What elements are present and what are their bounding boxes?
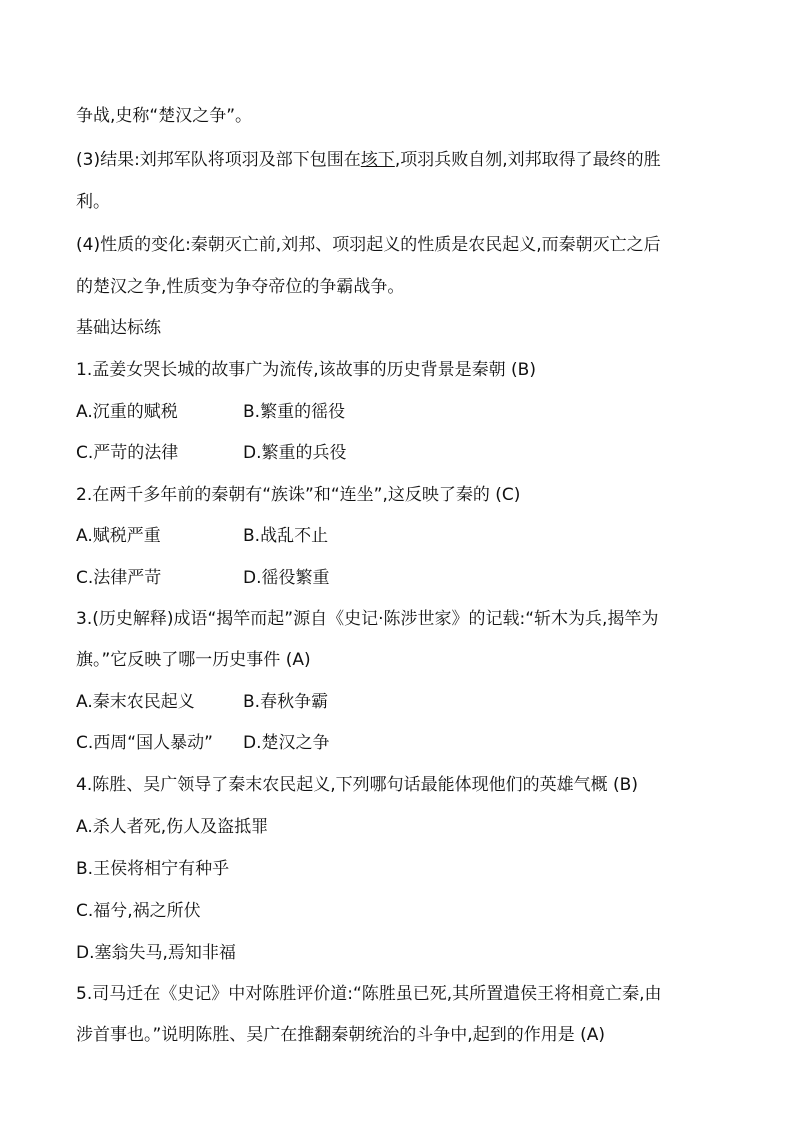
result-place-underlined: 垓下 xyxy=(360,150,395,170)
summary-line-1: 争战,史称“楚汉之争”。 xyxy=(76,106,253,126)
question-2-stem: 2.在两千多年前的秦朝有“族诛”和“连坐”,这反映了秦的 (C) xyxy=(76,485,521,505)
section-title: 基础达标练 xyxy=(76,318,161,338)
nature-line-1: (4)性质的变化:秦朝灭亡前,刘邦、项羽起义的性质是农民起义,而秦朝灭亡之后 xyxy=(76,235,661,255)
question-1-option-b: B.繁重的徭役 xyxy=(243,402,346,422)
question-4-option-a: A.杀人者死,伤人及盗抵罪 xyxy=(76,817,269,837)
result-line-1 xyxy=(76,148,661,172)
question-3-option-a: A.秦末农民起义 xyxy=(76,692,195,712)
question-2-option-b: B.战乱不止 xyxy=(243,526,329,546)
question-2-option-c: C.法律严苛 xyxy=(76,568,162,588)
question-2-option-a: A.赋税严重 xyxy=(76,526,161,546)
result-suffix: ,项羽兵败自刎,刘邦取得了最终的胜 xyxy=(394,150,661,170)
result-prefix: (3)结果:刘邦军队将项羽及部下包围在 xyxy=(76,150,361,170)
question-2-option-d: D.徭役繁重 xyxy=(243,568,330,588)
question-4-option-c: C.福兮,祸之所伏 xyxy=(76,901,201,921)
question-3-option-d: D.楚汉之争 xyxy=(243,733,330,753)
question-4-stem: 4.陈胜、吴广领导了秦末农民起义,下列哪句话最能体现他们的英雄气概 (B) xyxy=(76,775,638,795)
question-4-option-b: B.王侯将相宁有种乎 xyxy=(76,859,230,879)
question-1-option-c: C.严苛的法律 xyxy=(76,443,179,463)
question-3-stem-line-2: 旗。”它反映了哪一历史事件 (A) xyxy=(76,650,311,670)
question-1-stem: 1.孟姜女哭长城的故事广为流传,该故事的历史背景是秦朝 (B) xyxy=(76,360,536,380)
question-1-option-d: D.繁重的兵役 xyxy=(243,443,347,463)
question-5-stem-line-2: 涉首事也。”说明陈胜、吴广在推翻秦朝统治的斗争中,起到的作用是 (A) xyxy=(76,1025,606,1045)
nature-line-2: 的楚汉之争,性质变为争夺帝位的争霸战争。 xyxy=(76,277,405,297)
result-line-2: 利。 xyxy=(76,192,110,212)
question-1-option-a: A.沉重的赋税 xyxy=(76,402,178,422)
question-3-option-c: C.西周“国人暴动” xyxy=(76,733,213,753)
question-5-stem-line-1: 5.司马迁在《史记》中对陈胜评价道:“陈胜虽已死,其所置遣侯王将相竟亡秦,由 xyxy=(76,984,662,1004)
question-4-option-d: D.塞翁失马,焉知非福 xyxy=(76,943,236,963)
question-3-option-b: B.春秋争霸 xyxy=(243,692,329,712)
question-3-stem-line-1: 3.(历史解释)成语“揭竿而起”源自《史记·陈涉世家》的记载:“斩木为兵,揭竿为 xyxy=(76,609,659,629)
